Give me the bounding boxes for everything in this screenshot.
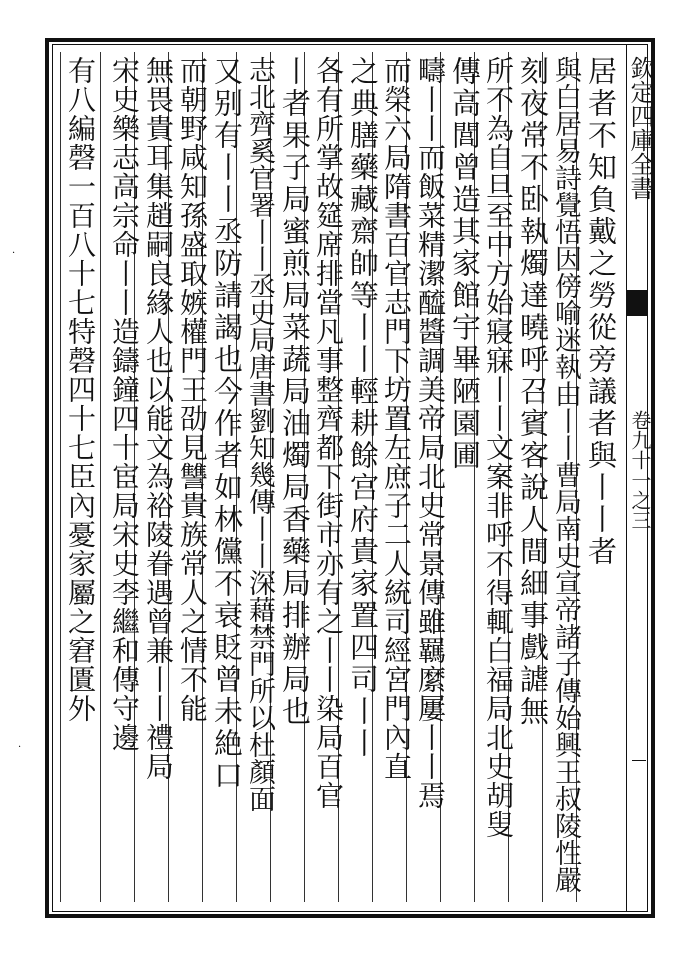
juan-label: 卷九十一之三	[628, 410, 652, 530]
book-title: 欽定四庫全書	[626, 56, 654, 200]
text-column-16	[60, 52, 100, 902]
column-text: 有八編磬一百八十七特磬四十七臣內憂家屬之窘匱外	[64, 56, 97, 723]
text-column-15	[100, 52, 148, 902]
column-text: 傳高閭曾造其家館宇畢陋園圃	[448, 56, 482, 472]
column-text: 與白居易詩覺悟因傍喻迷執由丨丨曹局南史宣帝諸子傳始興王叔陵性嚴	[550, 56, 581, 893]
fish-tail-mark	[626, 290, 648, 316]
column-text: 居者不知負戴之勞從旁議者與丨丨者	[584, 56, 618, 568]
column-text: 所不為自旦至中方始寢寐丨丨文案非呼不得輒白福局北史胡叟	[482, 56, 515, 839]
column-text: 志北齊奚官署丨丨丞史局唐書劉知幾傳丨丨深藉禁門所以杜顏面	[244, 56, 275, 812]
column-text: 又别有丨丨丞防請謁也今作者如林儻不衰貶曾未絶口	[210, 56, 244, 792]
column-text: 各有所掌故筵席排當凡事整齊都下街市亦有之丨丨染局百官	[312, 56, 345, 810]
column-text: 疇丨丨而飯菜精潔醯醬調美帝局北史常景傳雖羈縻屢丨丨焉	[414, 56, 447, 810]
column-text: 而榮六局隋書百官志門下坊置左庶子二人統司經宮門內直	[380, 56, 413, 781]
column-text: 之典膳藥藏齋帥等丨丨輕耕餘宫府貴家置四司丨丨	[346, 56, 380, 760]
column-text: 宋史樂志高宗命丨丨造鑄鐘四十宦局宋史李繼和傳守邊	[108, 56, 141, 752]
column-text: 丨者果子局蜜煎局菜蔬局油燭局香藥局排辦局也	[278, 56, 312, 728]
scan-speck: ·	[12, 248, 16, 259]
margin-rule	[632, 760, 646, 761]
scan-speck: ·	[18, 742, 22, 753]
column-text: 而朝野咸知孫盛取嫉權門王劭見讐貴族常人之情不能	[176, 56, 209, 723]
column-text: 刻夜常不卧執燭達曉呼召賓客說人間細事戲謔無	[516, 56, 550, 728]
column-text: 無畏貴耳集趙嗣良緣人也以能文為裕陵眷遇曾兼丨丨禮局	[142, 56, 175, 781]
